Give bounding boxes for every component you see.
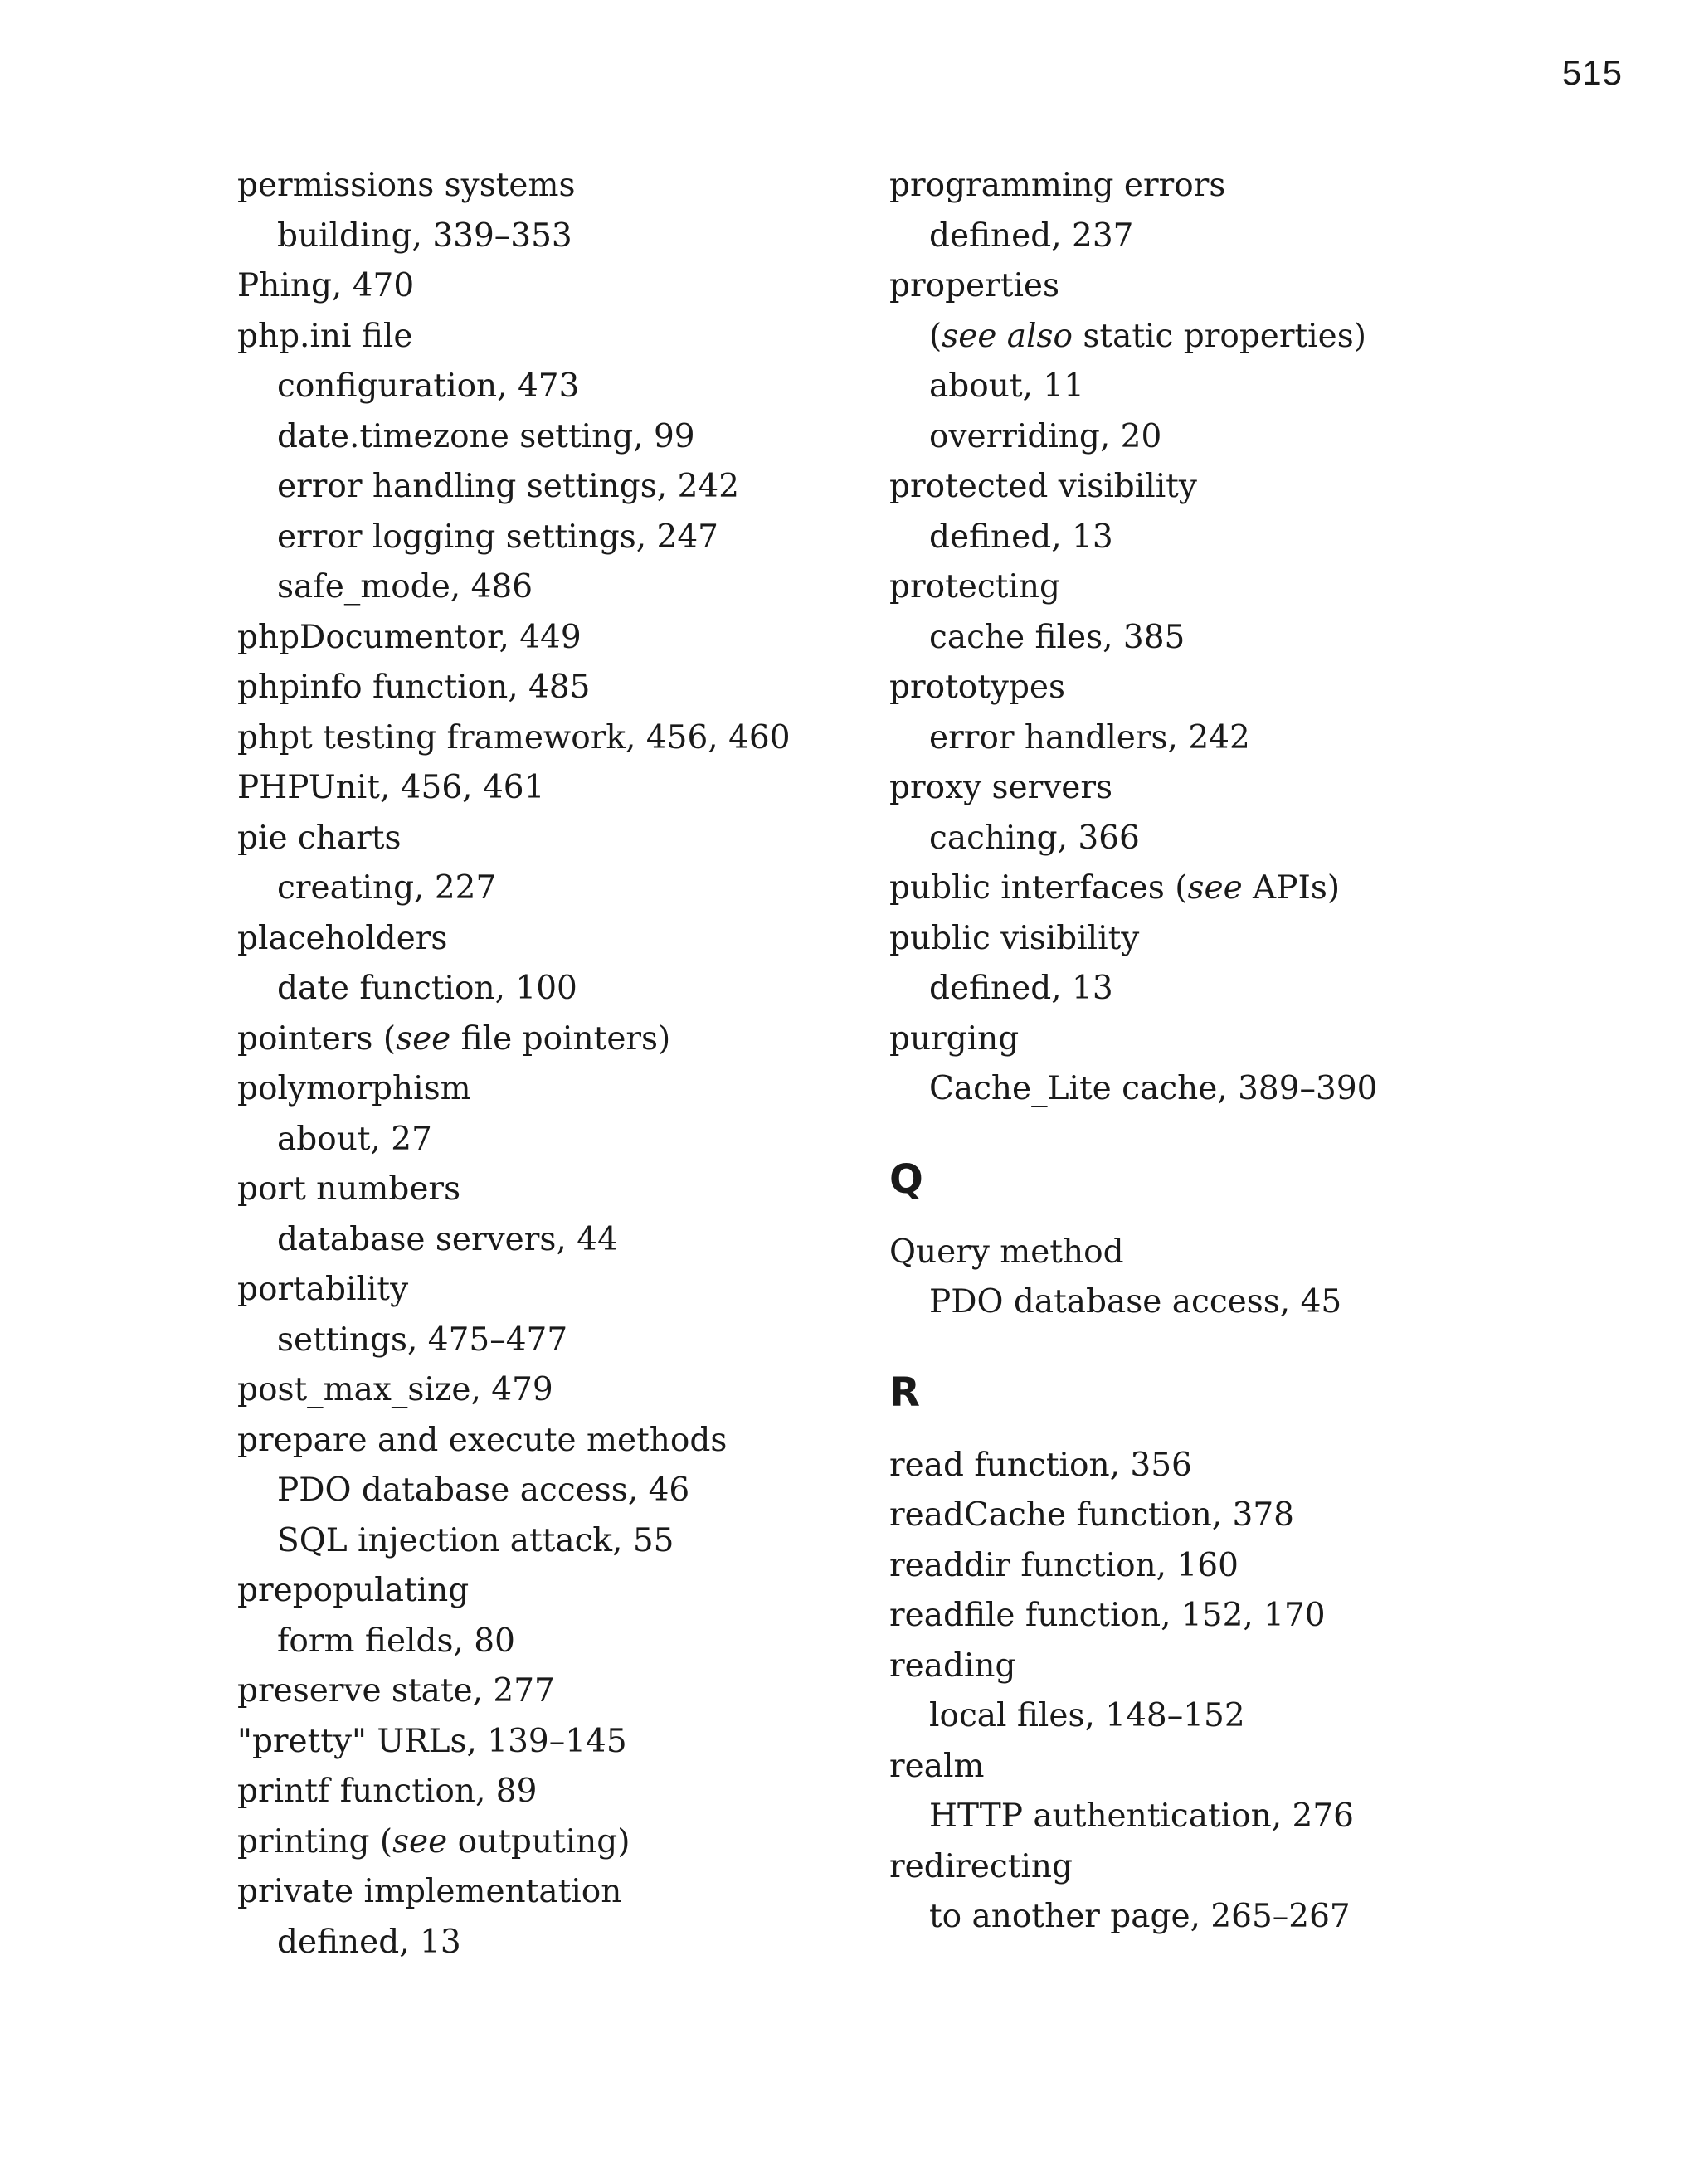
index-subentry: PDO database access, 45 bbox=[929, 1283, 1342, 1321]
index-subentry: SQL injection attack, 55 bbox=[277, 1521, 674, 1559]
index-subentry: date.timezone setting, 99 bbox=[277, 417, 695, 455]
index-entry: phpDocumentor, 449 bbox=[237, 618, 582, 656]
cross-reference-emphasis: see bbox=[1187, 869, 1243, 907]
index-entry: private implementation bbox=[237, 1873, 622, 1910]
index-entry: post_max_size, 479 bbox=[237, 1371, 553, 1408]
entry-text: printing ( bbox=[237, 1822, 393, 1861]
index-entry bbox=[237, 1817, 868, 1868]
index-entry: purging bbox=[889, 1019, 1020, 1058]
index-subentry: form fields, 80 bbox=[277, 1622, 515, 1660]
index-subentry: error handlers, 242 bbox=[929, 718, 1250, 756]
index-subentry: configuration, 473 bbox=[277, 367, 580, 405]
index-entry: portability bbox=[237, 1271, 409, 1308]
entry-text: outputing) bbox=[447, 1822, 630, 1861]
index-entry: Query method bbox=[889, 1233, 1124, 1271]
index-subentry: defined, 13 bbox=[929, 970, 1113, 1007]
index-entry: protecting bbox=[889, 568, 1060, 606]
index-column-left bbox=[237, 161, 868, 1968]
index-entry: "pretty" URLs, 139–145 bbox=[237, 1722, 627, 1760]
index-entry: polymorphism bbox=[237, 1070, 471, 1107]
index-entry: prepopulating bbox=[237, 1572, 470, 1609]
entry-text: file pointers) bbox=[450, 1019, 671, 1058]
index-entry: realm bbox=[889, 1747, 985, 1785]
index-subentry: local files, 148–152 bbox=[929, 1697, 1245, 1734]
cross-reference-emphasis: see bbox=[392, 1822, 448, 1861]
index-entry: permissions systems bbox=[237, 167, 576, 204]
index-subentry: overriding, 20 bbox=[929, 417, 1162, 455]
index-subentry: settings, 475–477 bbox=[277, 1321, 568, 1359]
index-entry bbox=[889, 863, 1553, 914]
index-subentry: to another page, 265–267 bbox=[929, 1898, 1351, 1935]
index-subentry: date function, 100 bbox=[277, 970, 577, 1007]
index-subentry: error handling settings, 242 bbox=[277, 468, 740, 505]
index-entry: PHPUnit, 456, 461 bbox=[237, 769, 545, 806]
index-subentry: defined, 237 bbox=[929, 216, 1134, 255]
index-entry: pie charts bbox=[237, 819, 402, 857]
index-entry bbox=[237, 1014, 868, 1065]
index-entry: phpt testing framework, 456, 460 bbox=[237, 718, 791, 756]
index-subentry: about, 27 bbox=[277, 1120, 432, 1158]
index-subentry: Cache_Lite cache, 389–390 bbox=[929, 1070, 1378, 1107]
index-entry: redirecting bbox=[889, 1847, 1073, 1885]
index-entry: php.ini file bbox=[237, 317, 413, 355]
index-subentry: cache files, 385 bbox=[929, 618, 1185, 656]
index-column-right bbox=[889, 161, 1553, 1943]
cross-reference-emphasis: see bbox=[396, 1019, 451, 1058]
index-subentry: defined, 13 bbox=[929, 518, 1113, 556]
index-entry: readdir function, 160 bbox=[889, 1546, 1239, 1584]
index-entry: placeholders bbox=[237, 919, 448, 957]
index-subentry bbox=[889, 312, 1553, 362]
index-entry: readfile function, 152, 170 bbox=[889, 1597, 1326, 1634]
index-entry: proxy servers bbox=[889, 769, 1113, 806]
entry-text: pointers ( bbox=[237, 1019, 397, 1058]
index-subentry: caching, 366 bbox=[929, 819, 1140, 857]
index-subentry: about, 11 bbox=[929, 367, 1084, 405]
index-entry: read function, 356 bbox=[889, 1446, 1192, 1484]
index-entry: port numbers bbox=[237, 1170, 461, 1208]
index-entry: Phing, 470 bbox=[237, 267, 415, 304]
index-entry: properties bbox=[889, 267, 1060, 304]
index-entry: prepare and execute methods bbox=[237, 1421, 728, 1459]
entry-text: ( bbox=[929, 317, 942, 355]
index-subentry: HTTP authentication, 276 bbox=[929, 1797, 1354, 1835]
index-entry: reading bbox=[889, 1647, 1016, 1685]
index-entry: public visibility bbox=[889, 919, 1140, 957]
index-entry: prototypes bbox=[889, 669, 1066, 706]
index-subentry: safe_mode, 486 bbox=[277, 568, 533, 606]
index-entry: phpinfo function, 485 bbox=[237, 669, 591, 706]
page-number: 515 bbox=[1561, 53, 1623, 92]
index-subentry: PDO database access, 46 bbox=[277, 1471, 690, 1509]
section-letter-q: Q bbox=[889, 1155, 923, 1203]
index-entry: preserve state, 277 bbox=[237, 1672, 555, 1710]
index-subentry: error logging settings, 247 bbox=[277, 518, 718, 556]
cross-reference-emphasis: see also bbox=[942, 317, 1073, 355]
index-subentry: database servers, 44 bbox=[277, 1220, 618, 1258]
entry-text: public interfaces ( bbox=[889, 869, 1188, 907]
index-entry: protected visibility bbox=[889, 468, 1197, 505]
index-entry: readCache function, 378 bbox=[889, 1496, 1294, 1534]
index-subentry: defined, 13 bbox=[277, 1923, 461, 1961]
index-subentry: building, 339–353 bbox=[277, 216, 572, 255]
index-entry: printf function, 89 bbox=[237, 1773, 538, 1810]
index-entry: programming errors bbox=[889, 167, 1226, 204]
index-subentry: creating, 227 bbox=[277, 869, 497, 907]
entry-text: APIs) bbox=[1242, 869, 1341, 907]
entry-text: static properties) bbox=[1073, 317, 1366, 355]
section-letter-r: R bbox=[889, 1369, 920, 1416]
